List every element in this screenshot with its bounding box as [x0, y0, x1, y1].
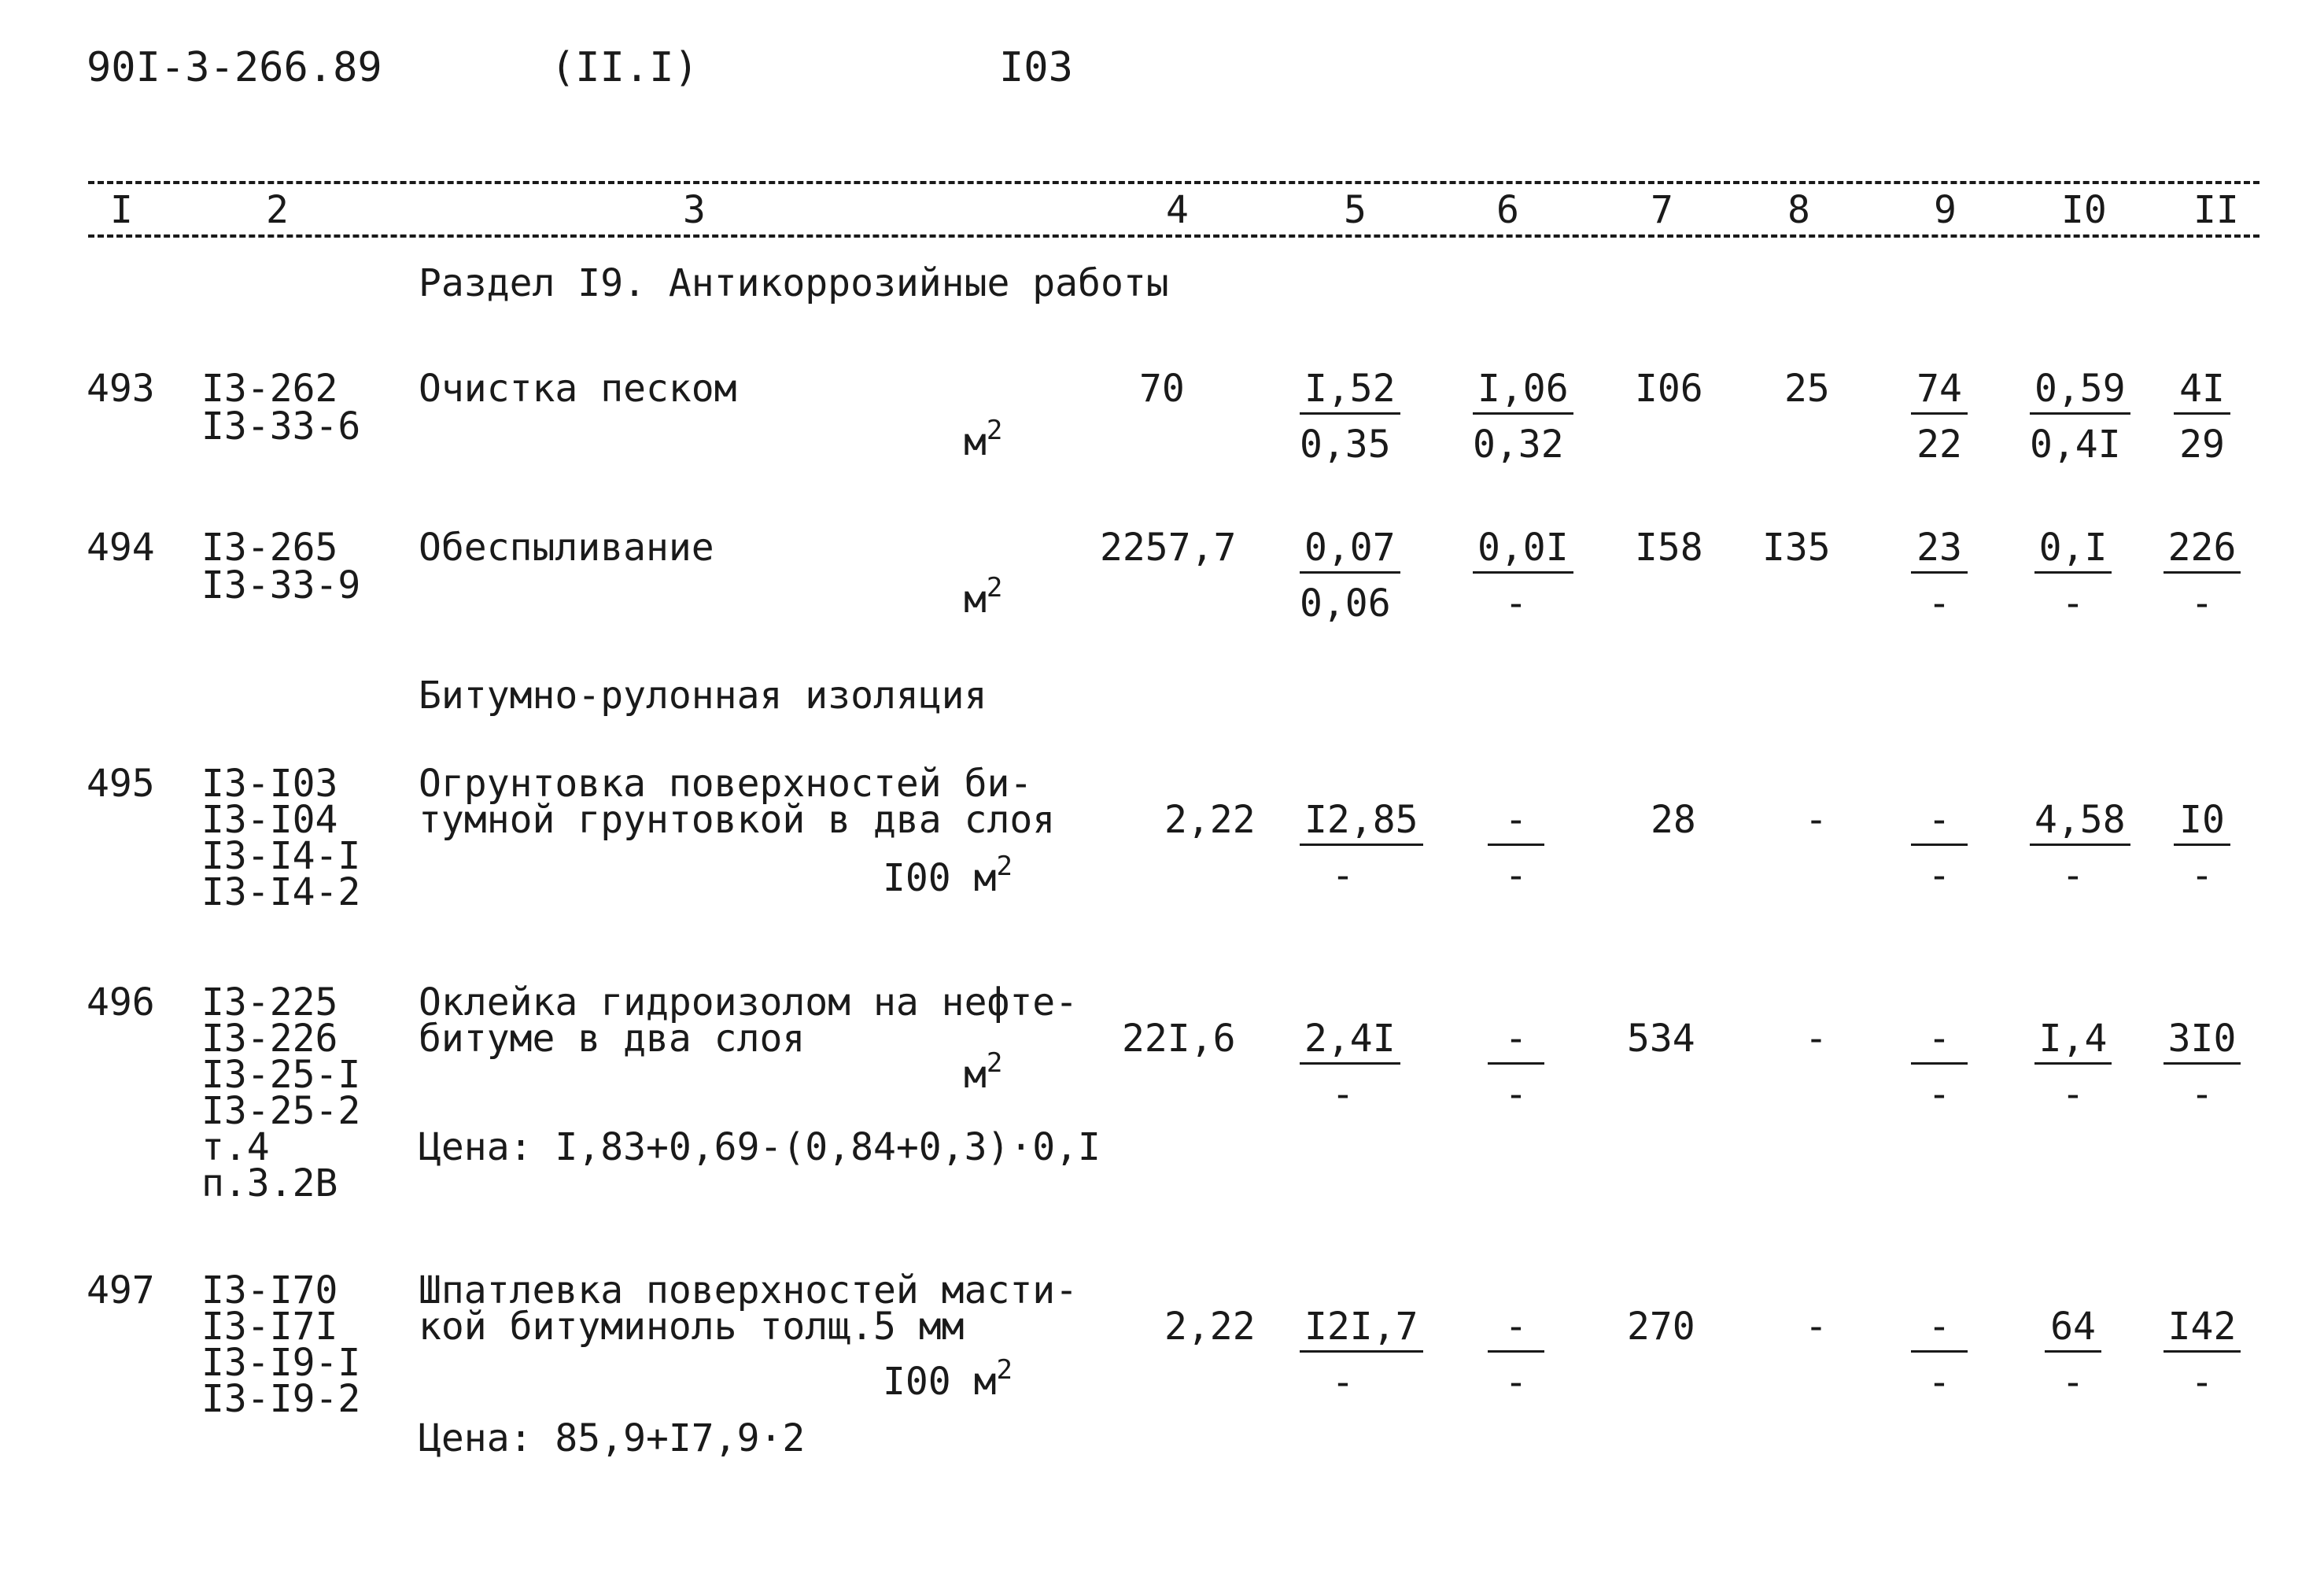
fraction-top: - [1488, 801, 1544, 846]
column-number: 2 [266, 188, 289, 232]
norm-code: I3-226 [201, 1017, 338, 1061]
cost-fraction [1473, 1017, 1559, 1117]
fraction-top: 0,07 [1300, 529, 1400, 574]
fraction-top: - [1911, 1308, 1968, 1353]
column-number: II [2193, 188, 2239, 232]
cost-fraction [1300, 526, 1396, 626]
cost-fraction [1896, 798, 1983, 898]
fraction-top: 4I [2174, 370, 2230, 415]
quantity: 2257,7 [1100, 526, 1237, 570]
norm-code: I3-I4-2 [201, 870, 361, 914]
fraction-top: 4,58 [2030, 801, 2130, 846]
cost-fraction [1896, 1305, 1983, 1405]
fraction-bottom: - [2061, 581, 2085, 626]
cost-fraction [2159, 526, 2245, 626]
fraction-bottom: - [1504, 1360, 1528, 1405]
norm-code: I3-I70 [201, 1268, 338, 1312]
column-number: 4 [1166, 188, 1189, 232]
fraction-bottom: - [1331, 854, 1355, 898]
norm-code: I3-I4-I [201, 834, 361, 878]
column-number: 7 [1651, 188, 1673, 232]
fraction-bottom: - [2190, 1072, 2214, 1117]
norm-code: I3-I9-I [201, 1341, 361, 1385]
fraction-bottom: 0,35 [1300, 423, 1391, 467]
document-part: (II.I) [551, 44, 699, 91]
column-8-value: - [1805, 1017, 1828, 1061]
cost-fraction [2159, 1017, 2245, 1117]
fraction-bottom: - [1504, 1072, 1528, 1117]
fraction-top: I,06 [1473, 370, 1573, 415]
column-7-value: 270 [1627, 1305, 1695, 1349]
work-description: Огрунтовка поверхностей би- [419, 762, 1033, 806]
unit-name: м [973, 1360, 997, 1404]
row-number: 493 [87, 367, 155, 411]
cost-fraction [1473, 798, 1559, 898]
unit-prefix: I00 [883, 856, 974, 900]
work-description: кой битуминоль толщ.5 мм [419, 1305, 965, 1349]
unit-name: м [973, 856, 997, 900]
fraction-bottom: - [2190, 854, 2214, 898]
column-8-value: 25 [1784, 367, 1830, 411]
fraction-top: 226 [2164, 529, 2241, 574]
fraction-bottom: 0,4I [2030, 423, 2121, 467]
column-number: 8 [1787, 188, 1810, 232]
cost-fraction [1473, 1305, 1559, 1405]
cost-fraction [2030, 1305, 2116, 1405]
norm-code: I3-33-6 [201, 404, 361, 449]
cost-fraction [1896, 526, 1983, 626]
norm-code: I3-265 [201, 526, 338, 570]
norm-code: I3-262 [201, 367, 338, 411]
norm-code: I3-I9-2 [201, 1377, 361, 1421]
cost-fraction [2030, 367, 2126, 467]
fraction-bottom: - [1331, 1072, 1355, 1117]
fraction-top: 0,0I [1473, 529, 1573, 574]
price-note: Цена: I,83+0,69-(0,84+0,3)·0,I [419, 1125, 1101, 1169]
unit-of-measure [883, 1354, 1013, 1404]
norm-code: I3-225 [201, 980, 338, 1024]
unit-name: м [964, 1053, 987, 1097]
norm-code: I3-33-9 [201, 563, 361, 607]
fraction-top: 3I0 [2164, 1020, 2241, 1065]
unit-exponent: 2 [996, 851, 1013, 882]
fraction-bottom: - [1927, 1072, 1951, 1117]
fraction-top: 74 [1911, 370, 1968, 415]
header-rule-bottom [88, 234, 2259, 238]
work-description: Обеспыливание [419, 526, 714, 570]
cost-fraction [1473, 526, 1569, 626]
cost-fraction [1473, 367, 1569, 467]
norm-code: I3-I7I [201, 1305, 338, 1349]
column-7-value: 28 [1651, 798, 1696, 842]
fraction-bottom: - [1927, 1360, 1951, 1405]
fraction-top: - [1488, 1020, 1544, 1065]
fraction-bottom: - [1927, 854, 1951, 898]
unit-of-measure [964, 572, 1003, 622]
unit-name: м [964, 578, 987, 622]
work-description: битуме в два слоя [419, 1017, 806, 1061]
norm-code: т.4 [201, 1125, 270, 1169]
fraction-top: - [1488, 1308, 1544, 1353]
unit-of-measure [964, 1047, 1003, 1097]
document-code: 90I-3-266.89 [87, 44, 382, 91]
fraction-bottom: - [2190, 1360, 2214, 1405]
work-description: Шпатлевка поверхностей масти- [419, 1268, 1079, 1312]
fraction-bottom: - [1331, 1360, 1355, 1405]
cost-fraction [1896, 1017, 1983, 1117]
cost-fraction [2030, 1017, 2116, 1117]
cost-fraction [2159, 1305, 2245, 1405]
column-number: 6 [1496, 188, 1519, 232]
unit-of-measure [883, 851, 1013, 900]
fraction-bottom: 0,32 [1473, 423, 1564, 467]
fraction-top: 23 [1911, 529, 1968, 574]
fraction-bottom: - [1504, 581, 1528, 626]
row-number: 495 [87, 762, 155, 806]
fraction-top: 0,I [2034, 529, 2112, 574]
fraction-bottom: - [2061, 1072, 2085, 1117]
column-8-value: I35 [1762, 526, 1831, 570]
quantity: 2,22 [1164, 1305, 1256, 1349]
work-description: Очистка песком [419, 367, 737, 411]
quantity: 22I,6 [1122, 1017, 1236, 1061]
fraction-top: I,52 [1300, 370, 1400, 415]
fraction-top: I2,85 [1300, 801, 1423, 846]
unit-exponent: 2 [986, 1047, 1003, 1079]
fraction-top: I0 [2174, 801, 2230, 846]
fraction-bottom: - [1504, 854, 1528, 898]
cost-fraction [1896, 367, 1983, 467]
row-number: 497 [87, 1268, 155, 1312]
norm-code: п.3.2В [201, 1161, 338, 1205]
cost-fraction [2030, 526, 2116, 626]
header-rule-top [88, 181, 2259, 184]
column-number: I0 [2061, 188, 2107, 232]
cost-fraction [2030, 798, 2126, 898]
fraction-bottom: 22 [1916, 423, 1962, 467]
unit-exponent: 2 [986, 415, 1003, 446]
column-8-value: - [1805, 1305, 1828, 1349]
fraction-bottom: - [2190, 581, 2214, 626]
fraction-top: I2I,7 [1300, 1308, 1423, 1353]
fraction-top: 64 [2045, 1308, 2101, 1353]
unit-prefix: I00 [883, 1360, 974, 1404]
price-note: Цена: 85,9+I7,9·2 [419, 1416, 806, 1460]
column-7-value: 534 [1627, 1017, 1695, 1061]
work-description: тумной грунтовкой в два слоя [419, 798, 1056, 842]
column-number: 9 [1934, 188, 1957, 232]
fraction-bottom: - [1927, 581, 1951, 626]
fraction-bottom: 0,06 [1300, 581, 1391, 626]
cost-fraction [1300, 1017, 1396, 1117]
norm-code: I3-25-2 [201, 1089, 361, 1133]
fraction-top: 2,4I [1300, 1020, 1400, 1065]
section-title: Раздел I9. Антикоррозийные работы [419, 261, 1169, 305]
row-number: 494 [87, 526, 155, 570]
fraction-top: I42 [2164, 1308, 2241, 1353]
column-number: 5 [1344, 188, 1367, 232]
fraction-top: - [1911, 801, 1968, 846]
unit-of-measure [964, 415, 1003, 464]
cost-fraction [2159, 367, 2245, 467]
norm-code: I3-25-I [201, 1053, 361, 1097]
fraction-top: - [1911, 1020, 1968, 1065]
column-number: I [110, 188, 133, 232]
fraction-bottom: - [2061, 854, 2085, 898]
norm-code: I3-I03 [201, 762, 338, 806]
column-7-value: I58 [1635, 526, 1703, 570]
quantity: 2,22 [1164, 798, 1256, 842]
unit-exponent: 2 [996, 1354, 1013, 1386]
fraction-top: 0,59 [2030, 370, 2130, 415]
fraction-top: I,4 [2034, 1020, 2112, 1065]
cost-fraction [1300, 367, 1396, 467]
cost-fraction [1300, 798, 1418, 898]
row-number: 496 [87, 980, 155, 1024]
work-description: Оклейка гидроизолом на нефте- [419, 980, 1079, 1024]
fraction-bottom: 29 [2179, 423, 2225, 467]
cost-fraction [2159, 798, 2245, 898]
norm-code: I3-I04 [201, 798, 338, 842]
column-8-value: - [1805, 798, 1828, 842]
quantity: 70 [1139, 367, 1185, 411]
column-7-value: I06 [1635, 367, 1703, 411]
unit-exponent: 2 [986, 572, 1003, 604]
subsection-title: Битумно-рулонная изоляция [419, 674, 987, 718]
fraction-bottom: - [2061, 1360, 2085, 1405]
unit-name: м [964, 420, 987, 464]
page-number: I03 [999, 44, 1073, 91]
column-number: 3 [683, 188, 706, 232]
cost-fraction [1300, 1305, 1418, 1405]
